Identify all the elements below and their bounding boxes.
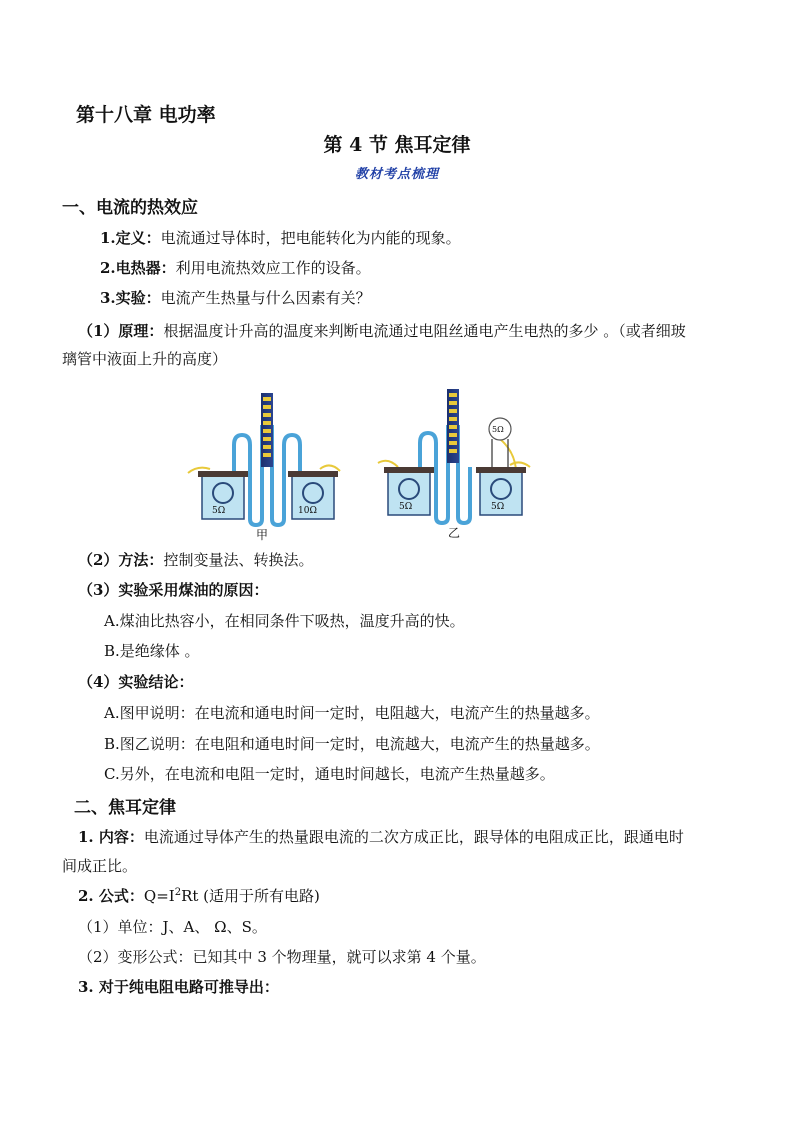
experiment-text: 电流产生热量与什么因素有关？ [160,289,371,307]
part2-heading: 二、焦耳定律 [74,798,176,818]
left-r2-label: 10Ω [298,506,317,516]
apparatus-right [378,389,530,540]
method-line [78,549,313,570]
heater-label: 2.电热器： [100,259,176,277]
principle-line-2: 璃管中液面上升的高度） [62,350,228,368]
content-line-2: 间成正比。 [62,857,138,875]
content-label: 1. 内容： [78,828,144,846]
right-r1-label: 5Ω [399,502,413,512]
subtitle: 教材考点梳理 [354,167,439,182]
method-text: 控制变量法、转换法。 [163,551,314,569]
content-line [78,826,684,847]
definition-text: 电流通过导体时，把电能转化为内能的现象。 [160,229,461,247]
conclusion-b: B.图乙说明：在电阻和通电时间一定时，电流越大，电流产生的热量越多。 [104,735,600,753]
experiment-figure [180,385,540,543]
derive-line: （2）变形公式：已知其中 3 个物理量，就可以求第 4 个量。 [78,948,486,966]
conclusion-label: （4）实验结论： [78,673,194,691]
chapter-title: 第十八章 电功率 [76,104,216,126]
unit-line: （1）单位：J、A、 Ω、S。 [78,918,267,936]
reason-label: （3）实验采用煤油的原因： [78,581,269,599]
left-r1-label: 5Ω [212,506,226,516]
method-label: （2）方法： [78,551,164,569]
principle-text: 根据温度计升高的温度来判断电流通过电阻丝通电产生电热的多少 。（或者细玻 [163,322,686,340]
formula-exponent: 2 [174,887,182,898]
formula-rt: Rt (适用于所有电路) [181,887,320,905]
content-text: 电流通过导体产生的热量跟电流的二次方成正比，跟导体的电阻成正比，跟通电时 [143,828,684,846]
right-caption: 乙 [448,526,461,540]
reason-b: B.是绝缘体 。 [104,642,200,660]
formula-label: 2. 公式： [78,887,144,905]
right-r2-label: 5Ω [491,502,505,512]
pure-resistor-label: 3. 对于纯电阻电路可推导出： [78,978,279,996]
definition-line [100,227,461,248]
definition-label: 1.定义： [100,229,161,247]
formula-q: Q=I [143,887,175,905]
principle-line [78,320,686,341]
part1-heading: 一、电流的热效应 [62,198,198,218]
conclusion-c: C.另外，在电流和电阻一定时，通电时间越长，电流产生热量越多。 [104,765,555,783]
right-r3-label: 5Ω [492,425,504,434]
section-title: 第 4 节 焦耳定律 [323,134,471,156]
heater-text: 利用电流热效应工作的设备。 [175,259,371,277]
heater-line [100,257,371,278]
reason-a: A.煤油比热容小，在相同条件下吸热，温度升高的快。 [104,612,465,630]
apparatus-left [188,393,340,542]
principle-label: （1）原理： [78,322,164,340]
left-caption: 甲 [256,528,269,542]
formula-line [78,885,320,906]
experiment-line [100,287,371,308]
conclusion-a: A.图甲说明：在电流和通电时间一定时，电阻越大，电流产生的热量越多。 [104,704,600,722]
experiment-label: 3.实验： [100,289,161,307]
